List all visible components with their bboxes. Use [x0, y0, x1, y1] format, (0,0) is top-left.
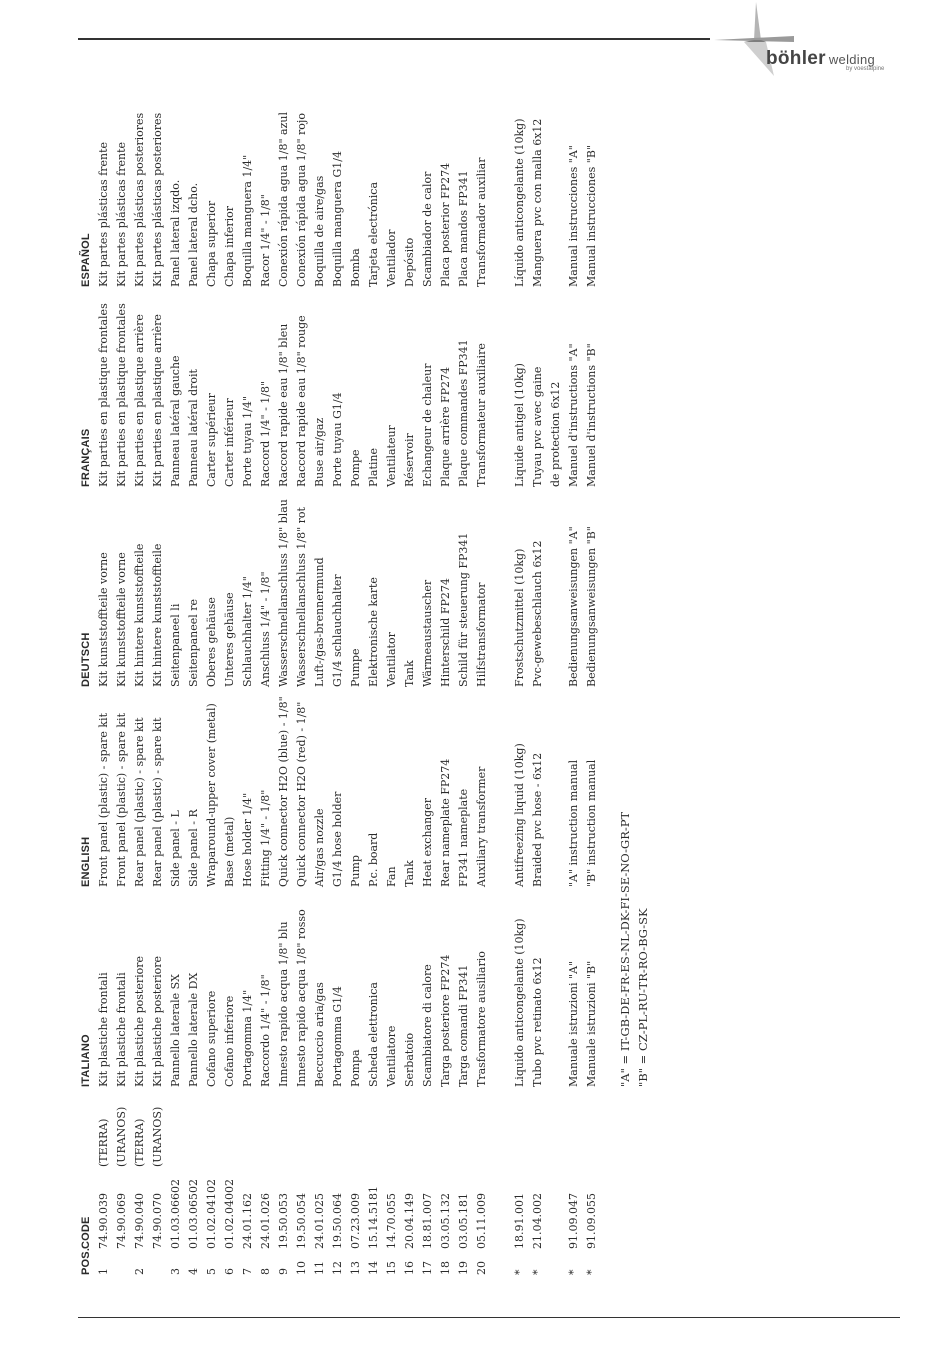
cell-en: Heat exchanger [421, 798, 434, 887]
cell-en: Front panel (plastic) - spare kit [115, 713, 128, 887]
cell-code: 19.50.064 [331, 1193, 344, 1249]
cell-it: Ventilatore [385, 1025, 398, 1087]
table-row [151, 112, 169, 1275]
cell-es: Tarjeta electrónica [367, 181, 380, 287]
cell-es: Kit partes plásticas frente [115, 142, 128, 287]
header-rule [78, 38, 710, 40]
cell-de: Wasserschnellanschluss 1/8" rot [295, 507, 308, 687]
cell-code: 74.90.070 [151, 1193, 164, 1249]
table-row [205, 155, 223, 1275]
table-row [331, 151, 349, 1275]
cell-fr: Raccord rapide eau 1/8" rouge [295, 315, 308, 487]
cell-es: Líquido anticongelante (10kg) [513, 118, 526, 287]
cell-de: Tank [403, 660, 416, 687]
cell-en: Side panel - L [169, 810, 182, 887]
col-header-francais: FRANÇAIS [80, 428, 92, 487]
spare-parts-table [76, 112, 676, 1275]
cell-de: Kit hintere kunststoffteile [133, 543, 146, 687]
cell-fr: Buse air/gaz [313, 417, 326, 487]
cell-code: 24.01.026 [259, 1193, 272, 1249]
cell-it: Kit plastiche frontali [97, 972, 110, 1087]
cell-pos: 13 [349, 1261, 362, 1275]
cell-en: Air/gas nozzle [313, 808, 326, 887]
cell-es: Placa posterior FP274 [439, 162, 452, 287]
cell-code: 74.90.039 [97, 1193, 110, 1249]
cell-pos: 15 [385, 1261, 398, 1275]
cell-pos: * [585, 1269, 598, 1275]
cell-fr: Réservoir [403, 433, 416, 487]
cell-de: Pumpe [349, 648, 362, 687]
cell-fr: Kit parties en plastique arrière [133, 314, 146, 487]
cell-it: Targa posteriore FP274 [439, 954, 452, 1087]
cell-fr: Kit parties en plastique frontales [97, 303, 110, 487]
table-row [385, 155, 403, 1275]
table-row [421, 155, 439, 1275]
table-row [585, 145, 603, 1275]
cell-pos: 11 [313, 1261, 326, 1275]
cell-de: Ventilator [385, 632, 398, 687]
table-row [259, 155, 277, 1275]
cell-en: FP341 nameplate [457, 788, 470, 887]
cell-de: Luft-/gas-brennermund [313, 557, 326, 687]
cell-fr: Kit parties en plastique frontales [115, 303, 128, 487]
cell-fr: Panneau latéral gauche [169, 355, 182, 487]
cell-es: Manual instrucciones "B" [585, 145, 598, 287]
cell-pos: * [567, 1269, 580, 1275]
cell-fr: Raccord rapide eau 1/8" bleu [277, 323, 290, 487]
cell-it: Manuale istruzioni "A" [567, 960, 580, 1087]
cell-fr: Echangeur de chaleur [421, 363, 434, 487]
cell-en: P.c. board [367, 832, 380, 887]
brand-name: böhler welding [766, 48, 876, 69]
cell-fr: Porte tuyau 1/4" [241, 396, 254, 487]
cell-en: G1/4 hose holder [331, 791, 344, 887]
cell-it: Serbatoio [403, 1032, 416, 1087]
cell-de: Kit hintere kunststoffteile [151, 543, 164, 687]
cell-en: Tank [403, 860, 416, 887]
cell-code: 05.11.009 [475, 1193, 488, 1249]
cell-fr: Ventilateur [385, 425, 398, 487]
cell-de: Anschluss 1/4" - 1/8" [259, 571, 272, 687]
cell-es: Kit partes plásticas posteriores [133, 112, 146, 287]
cell-it: Pannello laterale DX [187, 972, 200, 1087]
cell-code: 74.90.040 [133, 1193, 146, 1249]
cell-es: Placa mandos FP341 [457, 170, 470, 287]
brand-suffix: welding [828, 52, 876, 67]
table-row [367, 155, 385, 1275]
cell-de: Kit kunststoffteile vorne [97, 552, 110, 687]
cell-en: Side panel - R [187, 809, 200, 887]
cell-pos: 20 [475, 1261, 488, 1275]
cell-code: 14.70.055 [385, 1193, 398, 1249]
cell-en: Base (metal) [223, 816, 236, 887]
cell-en: Quick connector H2O (blue) - 1/8" [277, 696, 290, 887]
cell-code: 21.04.002 [531, 1193, 544, 1249]
cell-pos: 9 [277, 1268, 290, 1275]
cell-it: Scambiatore di calore [421, 964, 434, 1087]
cell-code: 03.05.132 [439, 1193, 452, 1249]
col-header-espanol: ESPAÑOL [80, 233, 92, 287]
cell-de: Kit kunststoffteile vorne [115, 552, 128, 687]
cell-model: (TERRA) [133, 1118, 146, 1167]
cell-fr: Plaque arrière FP274 [439, 366, 452, 487]
cell-it: Targa comandi FP341 [457, 964, 470, 1087]
cell-en: Wraparound-upper cover (metal) [205, 703, 218, 887]
cell-fr: Pompe [349, 449, 362, 487]
cell-es: Depósito [403, 237, 416, 287]
cell-code: 01.03.06602 [169, 1179, 182, 1249]
cell-it: Kit plastiche frontali [115, 972, 128, 1087]
cell-it: Innesto rapido acqua 1/8" blu [277, 921, 290, 1087]
cell-it: Innesto rapido acqua 1/8" rosso [295, 909, 308, 1087]
cell-de: Unteres gehäuse [223, 592, 236, 687]
table-row [567, 145, 585, 1275]
cell-it: Pompa [349, 1049, 362, 1087]
cell-pos: 1 [97, 1268, 110, 1275]
table-row [169, 155, 187, 1275]
cell-code: 01.02.04002 [223, 1179, 236, 1249]
footnote-b: "B" = CZ-PL-RU-TR-RO-BG-SK [636, 908, 650, 1087]
cell-it: Tubo pvc retinato 6x12 [531, 957, 544, 1087]
cell-de: Oberes gehäuse [205, 597, 218, 687]
cell-es: Conexión rápida agua 1/8" rojo [295, 113, 308, 287]
cell-pos: 2 [133, 1268, 146, 1275]
cell-it: Trasformatore ausiliario [475, 951, 488, 1087]
cell-en: Rear panel (plastic) - spare kit [151, 717, 164, 887]
col-header-pos: POS. [80, 1247, 92, 1275]
cell-it: Manuale istruzioni "B" [585, 960, 598, 1087]
cell-code: 19.50.054 [295, 1193, 308, 1249]
cell-code: 74.90.069 [115, 1193, 128, 1249]
cell-en: Front panel (plastic) - spare kit [97, 713, 110, 887]
cell-de: Hinterschild FP274 [439, 578, 452, 687]
cell-it: Liquido anticongelante (10kg) [513, 918, 526, 1087]
cell-it: Raccordo 1/4" - 1/8" [259, 974, 272, 1087]
cell-it: Kit plastiche posteriore [151, 955, 164, 1087]
table-row [531, 118, 562, 1275]
footnote-a: "A" = IT-GB-DE-FR-ES-NL-DK-FI-SE-NO-GR-PT [618, 811, 632, 1087]
cell-code: 07.23.009 [349, 1193, 362, 1249]
cell-es: Panel lateral izqdo. [169, 179, 182, 287]
cell-en: "A" instruction manual [567, 759, 580, 887]
cell-code: 01.03.06502 [187, 1179, 200, 1249]
cell-pos: 19 [457, 1261, 470, 1275]
table-row [295, 113, 313, 1275]
cell-code: 19.50.053 [277, 1193, 290, 1249]
cell-code: 15.14.5181 [367, 1186, 380, 1249]
table-row [313, 155, 331, 1275]
cell-pos: 3 [169, 1268, 182, 1275]
table-row [475, 155, 493, 1275]
cell-de: Elektronische karte [367, 577, 380, 687]
cell-it: Beccuccio aria/gas [313, 982, 326, 1087]
table-row [349, 155, 367, 1275]
cell-fr: Carter supérieur [205, 393, 218, 487]
cell-model: (URANOS) [151, 1106, 164, 1167]
cell-fr: Tuyau pvc avec gaine [531, 366, 544, 487]
cell-pos: * [531, 1269, 544, 1275]
cell-de: Seitenpaneel re [187, 598, 200, 687]
table-row [223, 155, 241, 1275]
table-row [403, 155, 421, 1275]
table-row [277, 112, 295, 1275]
cell-fr: Platine [367, 447, 380, 487]
col-header-italiano: ITALIANO [80, 1034, 92, 1087]
cell-en: "B" instruction manual [585, 759, 598, 887]
cell-pos: 7 [241, 1268, 254, 1275]
cell-code: 91.09.055 [585, 1193, 598, 1249]
cell-it: Cofano superiore [205, 990, 218, 1087]
cell-de: Pvc-gewebeschlauch 6x12 [531, 540, 544, 687]
cell-fr: Kit parties en plastique arrière [151, 314, 164, 487]
cell-es: Racor 1/4" - 1/8" [259, 194, 272, 287]
cell-pos: 5 [205, 1268, 218, 1275]
cell-pos: 17 [421, 1261, 434, 1275]
table-row [513, 118, 531, 1275]
table-row [241, 155, 259, 1275]
cell-pos: * [513, 1269, 526, 1275]
table-row [115, 142, 133, 1275]
cell-de: Wärmeaustauscher [421, 579, 434, 687]
cell-es: Scambiador de calor [421, 171, 434, 287]
cell-es: Kit partes plásticas posteriores [151, 112, 164, 287]
brand-sub: by voestalpine [846, 66, 885, 72]
cell-en: Fitting 1/4" - 1/8" [259, 789, 272, 887]
cell-es: Panel lateral dcho. [187, 182, 200, 287]
cell-it: Pannello laterale SX [169, 973, 182, 1087]
table-row [97, 142, 115, 1275]
cell-en: Rear panel (plastic) - spare kit [133, 717, 146, 887]
cell-pos: 14 [367, 1261, 380, 1275]
cell-es: Kit partes plásticas frente [97, 142, 110, 287]
cell-de: Wasserschnellanschluss 1/8" blau [277, 499, 290, 687]
cell-code: 91.09.047 [567, 1193, 580, 1249]
cell-es: Boquilla manguera G1/4 [331, 151, 344, 287]
cell-it: Kit plastiche posteriore [133, 955, 146, 1087]
cell-fr: Plaque commandes FP341 [457, 339, 470, 487]
cell-fr: Raccord 1/4" - 1/8" [259, 380, 272, 487]
cell-es: Transformador auxiliar [475, 157, 488, 287]
cell-de: Frostschutzmittel (10kg) [513, 548, 526, 687]
cell-model: (TERRA) [97, 1118, 110, 1167]
cell-code: 03.05.181 [457, 1193, 470, 1249]
col-header-deutsch: DEUTSCH [80, 632, 92, 687]
cell-fr: Manuel d'instructions "B" [585, 343, 598, 487]
cell-es: Manguera pvc con malla 6x12 [531, 118, 544, 287]
col-header-english: ENGLISH [80, 836, 92, 887]
cell-es: Chapa inferior [223, 206, 236, 287]
cell-fr: Liquide antigel (10kg) [513, 363, 526, 487]
cell-en: Pump [349, 855, 362, 887]
cell-it: Cofano inferiore [223, 995, 236, 1087]
cell-en: Hose holder 1/4" [241, 792, 254, 887]
table-row [133, 112, 151, 1275]
cell-pos: 10 [295, 1261, 308, 1275]
cell-de: Bedienungsanweisungen "B" [585, 526, 598, 687]
cell-de: Hilfstransformator [475, 582, 488, 687]
cell-pos: 16 [403, 1261, 416, 1275]
cell-de: Bedienungsanweisungen "A" [567, 526, 580, 687]
cell-code: 20.04.149 [403, 1193, 416, 1249]
cell-de: Schild für steuerung FP341 [457, 532, 470, 687]
cell-en: Fan [385, 866, 398, 887]
cell-en: Quick connector H2O (red) - 1/8" [295, 701, 308, 887]
cell-de: Schlauchhalter 1/4" [241, 576, 254, 687]
cell-en: Braided pvc hose - 6x12 [531, 752, 544, 887]
cell-es: Manual instrucciones "A" [567, 145, 580, 287]
footer-rule [78, 1317, 900, 1318]
cell-fr-line2: de protection 6x12 [549, 381, 562, 487]
cell-es: Ventilador [385, 229, 398, 287]
cell-es: Conexión rápida agua 1/8" azul [277, 112, 290, 287]
cell-code: 18.81.007 [421, 1193, 434, 1249]
cell-en: Auxiliary transformer [475, 766, 488, 887]
cell-fr: Panneau latéral droit [187, 369, 200, 487]
table-row [439, 155, 457, 1275]
cell-fr: Transformateur auxiliaire [475, 343, 488, 487]
table-row [187, 155, 205, 1275]
cell-en: Antifreezing liquid (10kg) [513, 743, 526, 887]
cell-es: Bomba [349, 248, 362, 287]
cell-code: 24.01.162 [241, 1193, 254, 1249]
cell-fr: Manuel d'instructions "A" [567, 343, 580, 487]
table-row [457, 155, 475, 1275]
cell-pos: 12 [331, 1261, 344, 1275]
cell-de: Seitenpaneel li [169, 603, 182, 687]
cell-es: Chapa superior [205, 200, 218, 287]
cell-pos: 8 [259, 1268, 272, 1275]
cell-it: Portagomma G1/4 [331, 986, 344, 1087]
cell-code: 01.02.04102 [205, 1179, 218, 1249]
cell-es: Boquilla manguera 1/4" [241, 154, 254, 287]
cell-es: Boquilla de aire/gas [313, 175, 326, 287]
cell-model: (URANOS) [115, 1106, 128, 1167]
cell-de: G1/4 schlauchhalter [331, 574, 344, 687]
cell-code: 24.01.025 [313, 1193, 326, 1249]
col-header-code: CODE [80, 1216, 92, 1249]
cell-pos: 18 [439, 1261, 452, 1275]
cell-fr: Porte tuyau G1/4 [331, 392, 344, 487]
cell-en: Rear nameplate FP274 [439, 758, 452, 887]
cell-pos: 4 [187, 1268, 200, 1275]
cell-it: Portagomma 1/4" [241, 989, 254, 1087]
cell-pos: 6 [223, 1268, 236, 1275]
cell-code: 18.91.001 [513, 1193, 526, 1249]
cell-it: Scheda elettronica [367, 982, 380, 1087]
cell-fr: Carter inférieur [223, 398, 236, 487]
